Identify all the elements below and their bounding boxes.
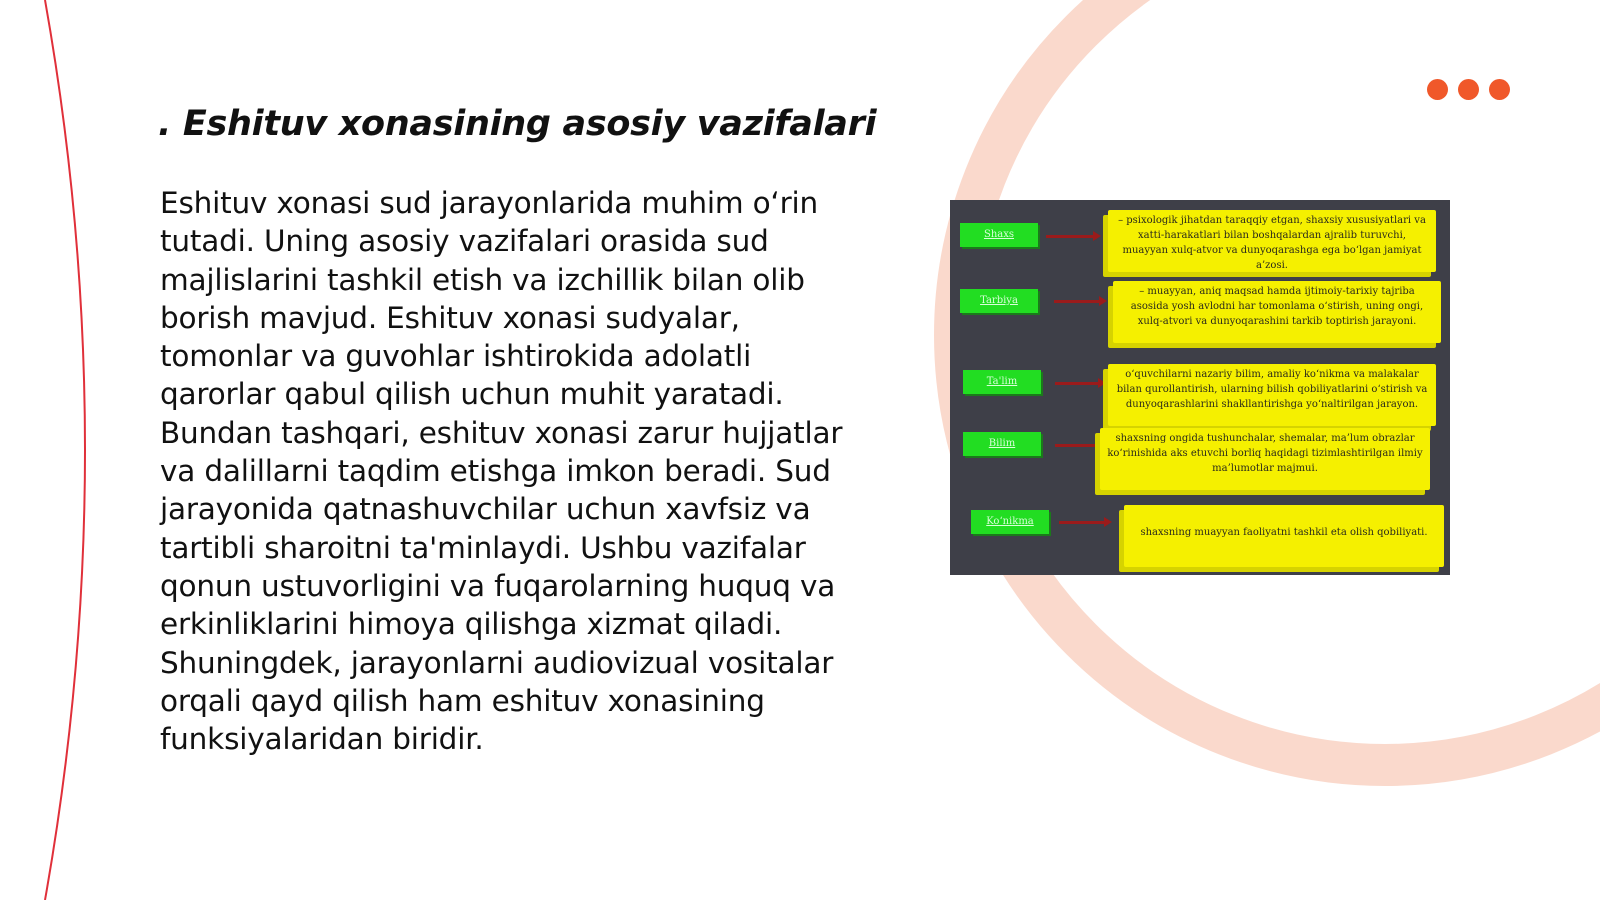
arrow-icon [1059, 521, 1105, 524]
definition-box: shaxsning ongida tushunchalar, shemalar, ma’lum obrazlar ko‘rinishida aks etuvchi borliq haqidagi tizimlashtirilgan ilmiy ma’lumotlar majmui. [1100, 428, 1430, 490]
definition-box: o‘quvchilarni nazariy bilim, amaliy ko‘nikma va malakalar bilan qurollantirish, ularning bilish qobiliyatlarini o‘stirish va dunyoqarashlarini shakllantirishga yo‘naltirilgan jarayon. [1108, 364, 1436, 426]
arrow-icon [1046, 235, 1094, 238]
slide-title: . Eshituv xonasining asosiy vazifalari [158, 104, 877, 144]
term-box: Ko‘nikma [971, 510, 1049, 534]
term-box: Bilim [963, 432, 1041, 456]
dot-icon [1427, 79, 1448, 100]
definition-box: shaxsning muayyan faoliyatni tashkil eta olish qobiliyati. [1124, 505, 1444, 567]
arrow-icon [1055, 444, 1099, 447]
dot-icon [1458, 79, 1479, 100]
dot-icon [1489, 79, 1510, 100]
term-box: Ta'lim [963, 370, 1041, 394]
term-box: Tarbiya [960, 289, 1038, 313]
definition-box: – muayyan, aniq maqsad hamda ijtimoiy-tarixiy tajriba asosida yosh avlodni har tomonlama o‘stirish, uning ongi, xulq-atvori va dunyoqarashini tarkib toptirish jarayoni. [1113, 281, 1441, 343]
three-dots-icon [1427, 79, 1510, 100]
definition-box: – psixologik jihatdan taraqqiy etgan, shaxsiy xususiyatlari va xatti-harakatlari bilan boshqalardan ajralib turuvchi, muayyan xulq-atvor va dunyoqarashga ega bo‘lgan jamiyat a’zosi. [1108, 210, 1436, 272]
term-box: Shaxs [960, 223, 1038, 247]
arrow-icon [1055, 382, 1099, 385]
slide-body-text: Eshituv xonasi sud jarayonlarida muhim o‘rin tutadi. Uning asosiy vazifalari orasida sud majlislarini tashkil etish va izchillik bilan olib borish mavjud. Eshituv xonasi sudyalar, tomonlar va guvohlar ishtirokida adolatli qarorlar qabul qilish uchun muhit yaratadi. Bundan tashqari, eshituv xonasi zarur hujjatlar va dalillarni taqdim etishga imkon beradi. Sud jarayonida qatnashuvchilar uchun xavfsiz va tartibli sharoitni ta'minlaydi. Ushbu vazifalar qonun ustuvorligini va fuqarolarning huquq va erkinliklarini himoya qilishga xizmat qiladi. Shuningdek, jarayonlarni audiovizual vositalar orqali qayd qilish ham eshituv xonasining funksiyalaridan biridir. [160, 186, 843, 757]
concept-diagram-image [950, 200, 1450, 575]
left-curve-line [45, 0, 85, 900]
arrow-icon [1054, 300, 1100, 303]
